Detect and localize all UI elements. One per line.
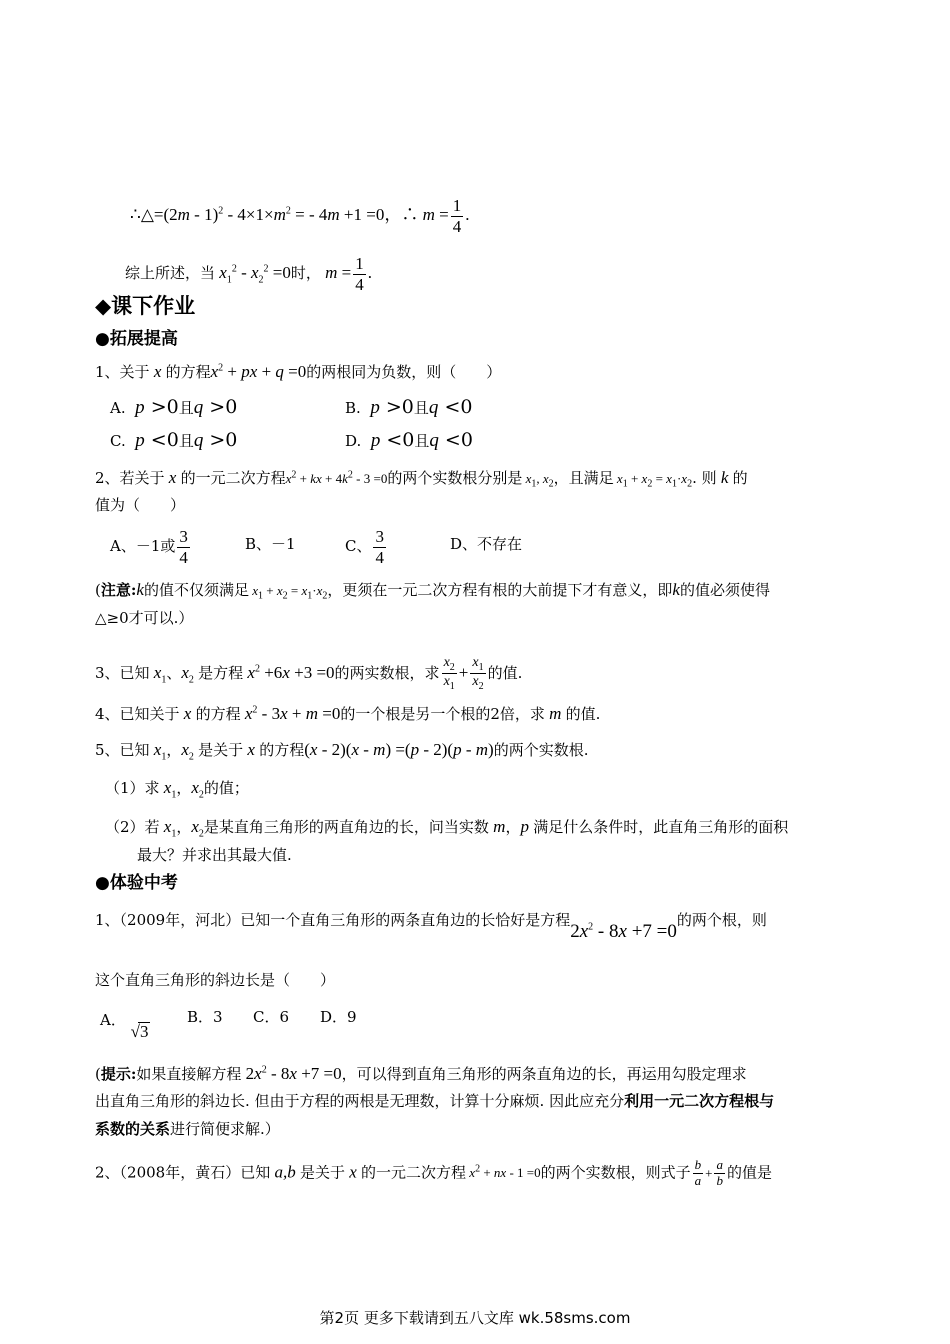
exam-question-1-option-b[interactable]: B．3 — [187, 1008, 223, 1026]
question-1-option-a[interactable]: A. p >0且q >0 — [110, 396, 238, 418]
question-5-part-2: （2）若 $x_1$，$x_2$是某直角三角形的两直角边的长，问当实数 m，p 满足什么条件时，此直角三角形的面积 — [105, 817, 789, 840]
hint-line-1: (提示:如果直接解方程 $2x^2 - 8x +7 =0$，可以得到直角三角形的两条直角边的长，再运用勾股定理求 — [95, 1064, 747, 1083]
exam-question-1-option-a[interactable]: A． √3 — [100, 1011, 149, 1041]
note-line-1: (注意:k的值不仅须满足 $x_1 + x_2 = x_1\cdot x_2$，更须在一元二次方程有根的大前提下才有意义，即k的值必须使得 — [95, 580, 770, 602]
exam-question-2: 2、（2008年，黄石）已知 a,b 是关于 x 的一元二次方程 $x^2$ + nx - 1 =0的两个实数根，则式子 $\frac{b}{a}$ + $\frac{a}{b}$ 的值是 — [95, 1157, 772, 1188]
question-1: 1、关于 x 的方程$x^2$ + px + q =0的两根同为负数，则（ ） — [95, 362, 502, 381]
subsection-title-exam: ●体验中考 — [95, 873, 178, 893]
question-4: 4、已知关于 x 的方程 $x^2 - 3x + m =0$的一个根是另一个根的2倍，求 m 的值. — [95, 704, 601, 723]
exam-question-1-option-c[interactable]: C．6 — [253, 1008, 290, 1026]
question-2-option-a[interactable]: A、－1或 $\frac{3}{4}$ — [110, 527, 188, 567]
question-1-option-b[interactable]: B. p >0且q <0 — [345, 396, 473, 418]
hint-line-2: 出直角三角形的斜边长. 但由于方程的两根是无理数，计算十分麻烦. 因此应充分利用一元二次方程根与 — [95, 1092, 775, 1110]
question-2-option-b[interactable]: B、－1 — [245, 535, 296, 553]
exam-question-1-line-2: 这个直角三角形的斜边长是（ ） — [95, 971, 336, 989]
subsection-title-extension: ●拓展提高 — [95, 329, 178, 349]
question-2-option-d[interactable]: D、不存在 — [450, 535, 523, 553]
question-1-option-d[interactable]: D. p <0且q <0 — [345, 429, 473, 451]
question-3: 3、已知 $x_1$、$x_2$ 是方程 $x^2 +6x +3 =0$的两实数根，求 $\frac{x_2}{x_1}$ + $\frac{x_1}{x_2}$ 的值. — [95, 655, 523, 693]
hint-line-3: 系数的关系进行简便求解.） — [95, 1120, 280, 1138]
solution-conclusion-when: 时， — [290, 264, 321, 283]
page-footer: 第2页 更多下载请到五八文库 wk.58sms.com — [319, 1309, 631, 1327]
solution-line-1: ∴△=(2m - $1)^2 - 4\times 1\times m^2$ = - 4m +1 =0，∴ m = $\frac{1}{4}$ . — [130, 196, 470, 236]
question-2-line-2: 值为（ ） — [95, 496, 186, 514]
question-2: 2、若关于 x 的一元二次方程$x^2$ + kx + $4k^2 - 3 =0$的两个实数根分别是 $x_1$, $x_2$，且满足 $x_1 + x_2 = x_1\cdot x_2$. 则 k 的 — [95, 468, 748, 490]
exam-question-1-option-d[interactable]: D．9 — [320, 1008, 357, 1026]
note-line-2: △≥0才可以.） — [95, 609, 194, 627]
question-1-option-c[interactable]: C. p <0且q >0 — [110, 429, 238, 451]
question-2-option-c[interactable]: C、 $\frac{3}{4}$ — [345, 527, 384, 567]
question-5-part-1: （1）求 $x_1$，$x_2$的值； — [105, 778, 249, 801]
exam-question-1: 1、（2009年，河北）已知一个直角三角形的两条直角边的长恰好是方程$2x^2 - 8x +7 =0$的两个根，则 — [95, 911, 767, 942]
question-5: 5、已知 $x_1$，$x_2$ 是关于 x 的方程(x - 2)(x - m) =(p - 2)(p - m)的两个实数根. — [95, 740, 589, 763]
section-title: ◆课下作业 — [95, 294, 196, 318]
solution-line-2: 综上所述，当 $x_1^2 - x_2^2 =0$时， m = $\frac{1}{4}$ . — [125, 254, 373, 294]
solution-conclusion-text: 综上所述，当 — [125, 264, 216, 283]
question-5-part-2-line-2: 最大？并求出其最大值. — [137, 846, 292, 864]
